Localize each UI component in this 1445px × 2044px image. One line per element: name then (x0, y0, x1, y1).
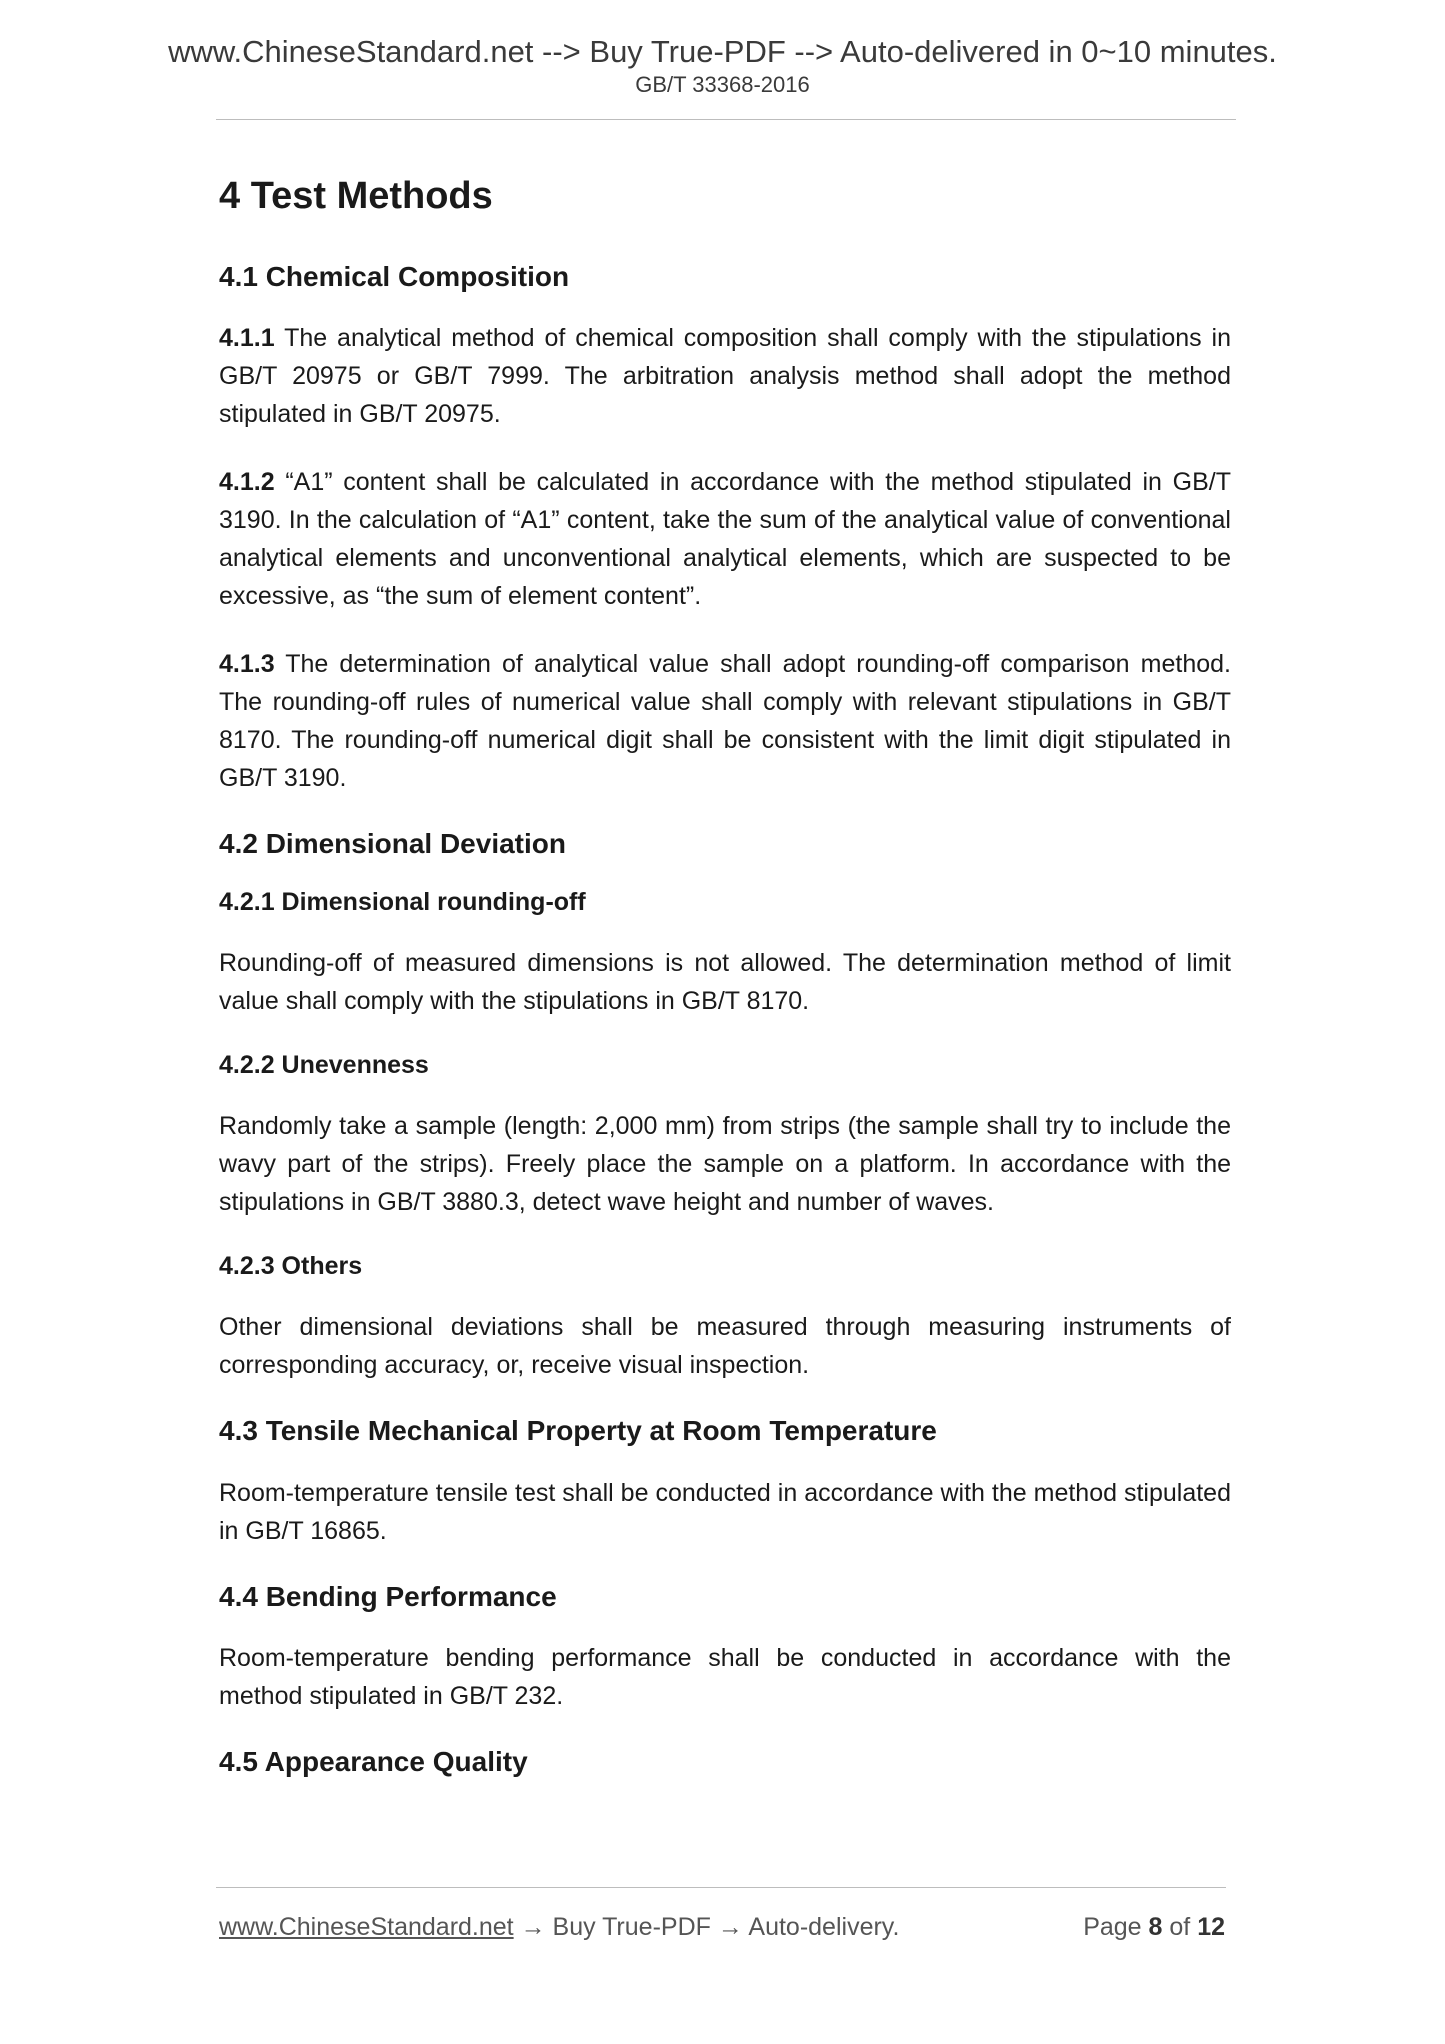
footer-left (219, 1915, 899, 1940)
clause-text: “A1” content shall be calculated in accordance with the method stipulated in GB/T 3190. In the calculation of “A1” content, take the sum of the analytical value of conventional analytical elements and unconventional analytical elements, which are suspected to be excessive, as “the sum of element content”. (219, 468, 1231, 611)
subsection-heading-4-2-1: 4.2.1 Dimensional rounding-off (219, 887, 586, 916)
of-label: of (1162, 1913, 1198, 1941)
paragraph-4-1-2 (219, 463, 1231, 615)
current-page-number: 8 (1148, 1913, 1163, 1941)
total-pages-number: 12 (1197, 1913, 1225, 1941)
page-indicator (1083, 1915, 1225, 1940)
paragraph-4-2-1: Rounding-off of measured dimensions is not allowed. The determination method of limit value shall comply with the stipulations in GB/T 8170. (219, 948, 1231, 1015)
header-divider (216, 119, 1236, 120)
paragraph-4-1-3 (219, 645, 1231, 797)
section-heading-4-4: 4.4 Bending Performance (219, 1580, 557, 1612)
clause-text: The determination of analytical value shall adopt rounding-off comparison method. The rounding-off rules of numerical value shall comply with relevant stipulations in GB/T 8170. The rounding-off numerical digit shall be consistent with the limit digit stipulated in GB/T 3190. (219, 650, 1231, 793)
footer-divider (216, 1887, 1226, 1888)
footer-tagline: → Buy True-PDF → Auto-delivery. (513, 1913, 900, 1941)
page-title: 4 Test Methods (219, 175, 493, 217)
subsection-heading-4-2-3: 4.2.3 Others (219, 1251, 363, 1280)
document-code: GB/T 33368-2016 (635, 72, 810, 97)
clause-number: 4.1.1 (219, 324, 275, 353)
section-heading-4-2: 4.2 Dimensional Deviation (219, 828, 566, 860)
page-content (219, 176, 1231, 1805)
section-heading-4-5: 4.5 Appearance Quality (219, 1746, 528, 1778)
paragraph-4-1-1 (219, 319, 1231, 433)
paragraph-4-2-2: Randomly take a sample (length: 2,000 mm) from strips (the sample shall try to include the wavy part of the strips). Freely place the sample on a platform. In accordance with the stipulations in GB/T 3880.3, detect wave height and number of waves. (219, 1111, 1231, 1216)
subsection-heading-4-2-2: 4.2.2 Unevenness (219, 1050, 429, 1079)
footer-site-link[interactable]: www.ChineseStandard.net (219, 1913, 514, 1941)
section-heading-4-3: 4.3 Tensile Mechanical Property at Room Temperature (219, 1414, 937, 1446)
page-label: Page (1083, 1913, 1149, 1941)
clause-number: 4.1.2 (219, 468, 275, 497)
paragraph-4-2-3: Other dimensional deviations shall be measured through measuring instruments of corresponding accuracy, or, receive visual inspection. (219, 1312, 1231, 1379)
section-heading-4-1: 4.1 Chemical Composition (219, 260, 570, 292)
clause-number: 4.1.3 (219, 650, 275, 679)
paragraph-4-4: Room-temperature bending performance shall be conducted in accordance with the method stipulated in GB/T 232. (219, 1644, 1231, 1711)
paragraph-4-3: Room-temperature tensile test shall be conducted in accordance with the method stipulated in GB/T 16865. (219, 1478, 1231, 1545)
top-banner: www.ChineseStandard.net --> Buy True-PDF --> Auto-delivered in 0~10 minutes. (168, 34, 1277, 69)
clause-text: The analytical method of chemical composition shall comply with the stipulations in GB/T 20975 or GB/T 7999. The arbitration analysis method shall adopt the method stipulated in GB/T 20975. (219, 324, 1231, 429)
